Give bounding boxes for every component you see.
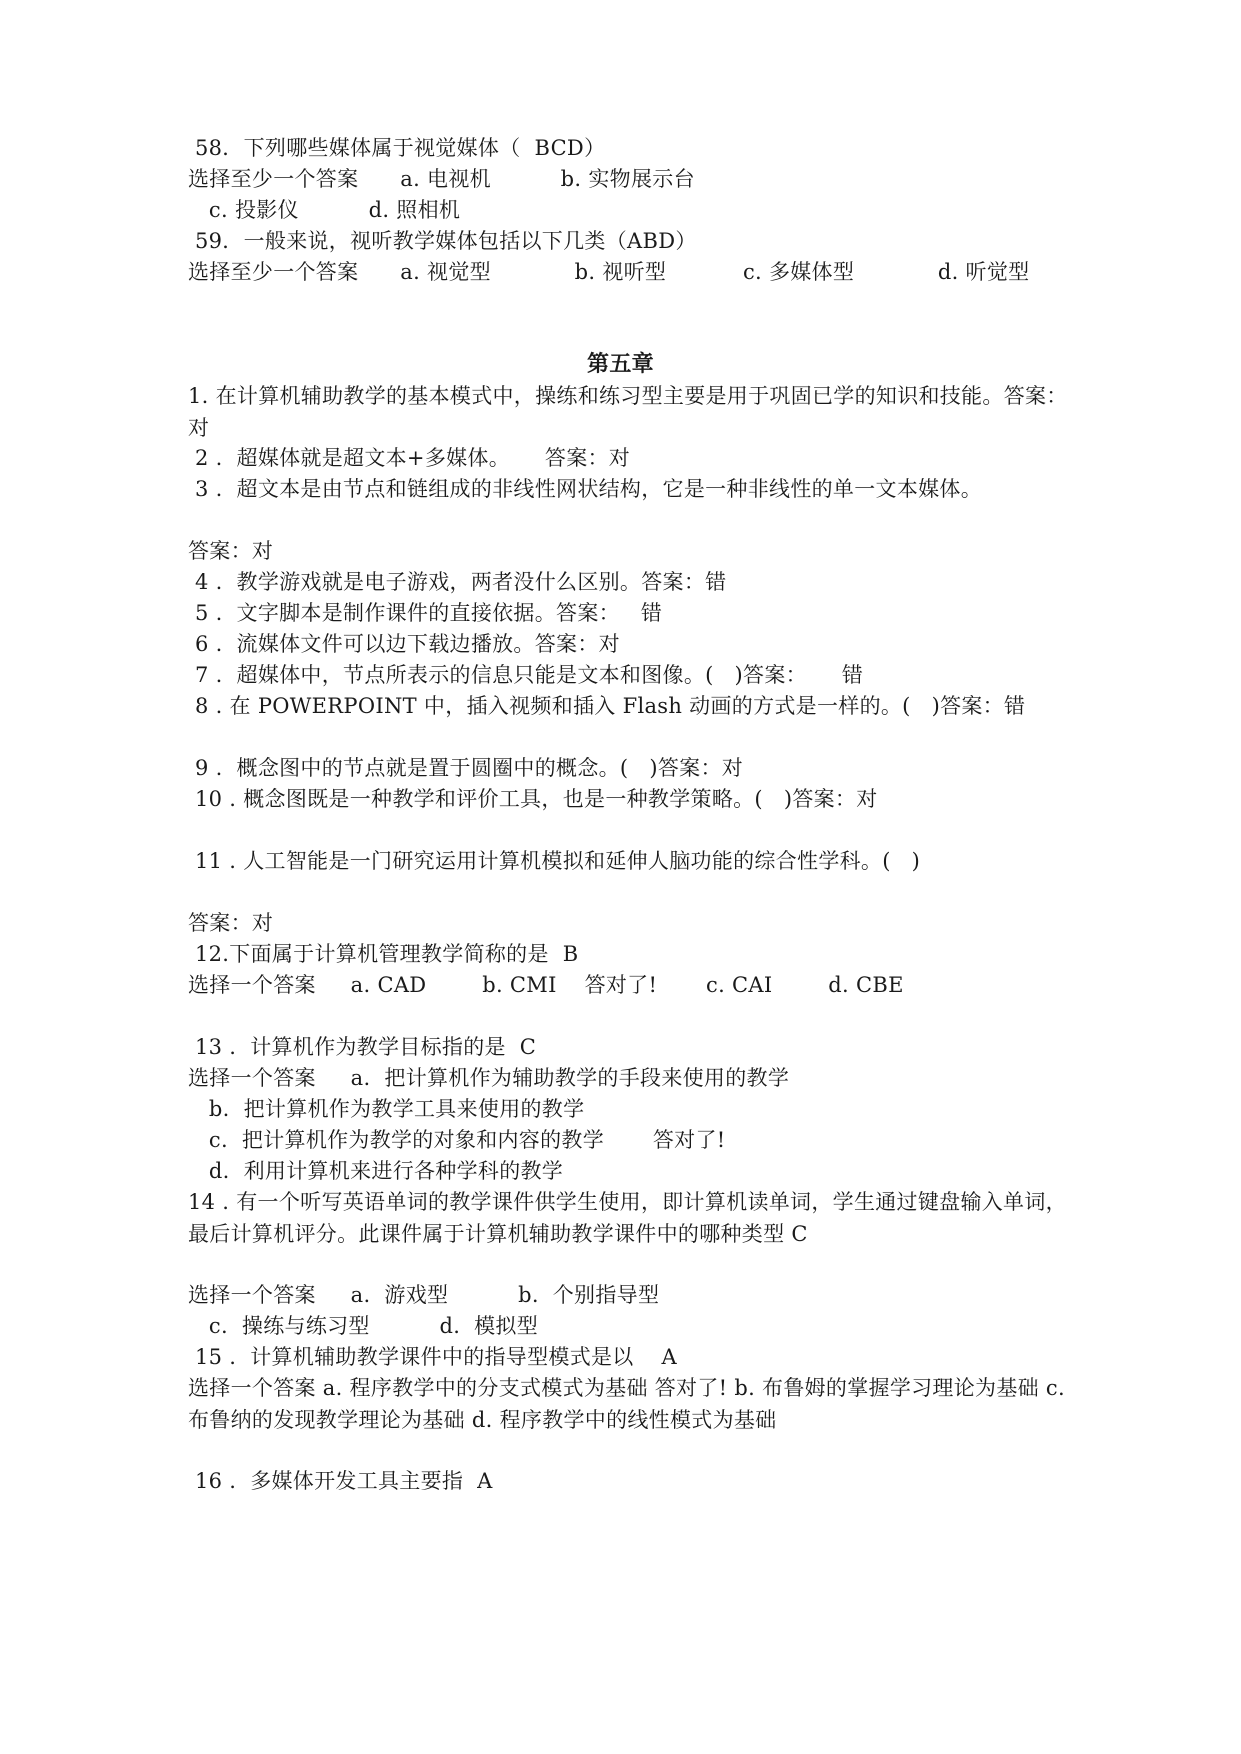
item-15: 15 . 计算机辅助教学课件中的指导型模式是以 A bbox=[188, 1345, 677, 1369]
item-10: 10 . 概念图既是一种教学和评价工具，也是一种教学策略。( )答案：对 bbox=[188, 787, 878, 811]
item-5: 5 . 文字脚本是制作课件的直接依据。答案： 错 bbox=[188, 601, 663, 625]
item-13-option-b: b. 把计算机作为教学工具来使用的教学 bbox=[188, 1097, 585, 1121]
item-11: 11 . 人工智能是一门研究运用计算机模拟和延伸人脑功能的综合性学科。( ) bbox=[188, 849, 921, 873]
item-12-options: 选择一个答案 a. CAD b. CMI 答对了! c. CAI d. CBE bbox=[188, 973, 904, 997]
question-59: 59．一般来说，视听教学媒体包括以下几类（ABD） bbox=[188, 229, 697, 253]
item-13: 13 . 计算机作为教学目标指的是 C bbox=[188, 1035, 537, 1059]
item-14: 14 . 有一个听写英语单词的教学课件供学生使用，即计算机读单词，学生通过键盘输入单词，最后计算机评分。此课件属于计算机辅助教学课件中的哪种类型 C bbox=[188, 1190, 1067, 1246]
chapter-title: 第五章 bbox=[587, 352, 654, 377]
item-3-answer: 答案：对 bbox=[188, 539, 274, 563]
item-6: 6 . 流媒体文件可以边下载边播放。答案：对 bbox=[188, 632, 620, 656]
item-11-answer: 答案：对 bbox=[188, 911, 274, 935]
item-7: 7 . 超媒体中，节点所表示的信息只能是文本和图像。( )答案： 错 bbox=[188, 663, 864, 687]
item-14-options-ab: 选择一个答案 a. 游戏型 b. 个别指导型 bbox=[188, 1283, 660, 1307]
item-13-option-a: 选择一个答案 a. 把计算机作为辅助教学的手段来使用的教学 bbox=[188, 1066, 790, 1090]
item-4: 4 . 教学游戏就是电子游戏，两者没什么区别。答案：错 bbox=[188, 570, 727, 594]
item-1: 1. 在计算机辅助教学的基本模式中，操练和练习型主要是用于巩固已学的知识和技能。答案：对 bbox=[188, 384, 1068, 440]
item-3: 3 . 超文本是由节点和链组成的非线性网状结构，它是一种非线性的单一文本媒体。 bbox=[188, 477, 983, 501]
item-16: 16 . 多媒体开发工具主要指 A bbox=[188, 1469, 493, 1493]
question-58-options-cd: c. 投影仪 d. 照相机 bbox=[188, 198, 461, 222]
item-2: 2 . 超媒体就是超文本+多媒体。 答案：对 bbox=[188, 446, 631, 470]
question-58-options-ab: 选择至少一个答案 a. 电视机 b. 实物展示台 bbox=[188, 167, 695, 191]
item-8: 8 . 在 POWERPOINT 中，插入视频和插入 Flash 动画的方式是一样的。( )答案：错 bbox=[188, 694, 1026, 718]
question-58: 58．下列哪些媒体属于视觉媒体（ BCD） bbox=[188, 136, 606, 160]
item-15-options: 选择一个答案 a. 程序教学中的分支式模式为基础 答对了! b. 布鲁姆的掌握学习理论为基础 c. 布鲁纳的发现教学理论为基础 d. 程序教学中的线性模式为基础 bbox=[188, 1376, 1065, 1432]
item-14-options-cd: c. 操练与练习型 d. 模拟型 bbox=[188, 1314, 539, 1338]
item-13-option-d: d. 利用计算机来进行各种学科的教学 bbox=[188, 1159, 564, 1183]
question-59-options: 选择至少一个答案 a. 视觉型 b. 视听型 c. 多媒体型 d. 听觉型 bbox=[188, 260, 1030, 284]
item-9: 9 . 概念图中的节点就是置于圆圈中的概念。( )答案：对 bbox=[188, 756, 744, 780]
item-13-option-c: c. 把计算机作为教学的对象和内容的教学 答对了! bbox=[188, 1128, 726, 1152]
item-12: 12.下面属于计算机管理教学简称的是 B bbox=[188, 942, 579, 966]
